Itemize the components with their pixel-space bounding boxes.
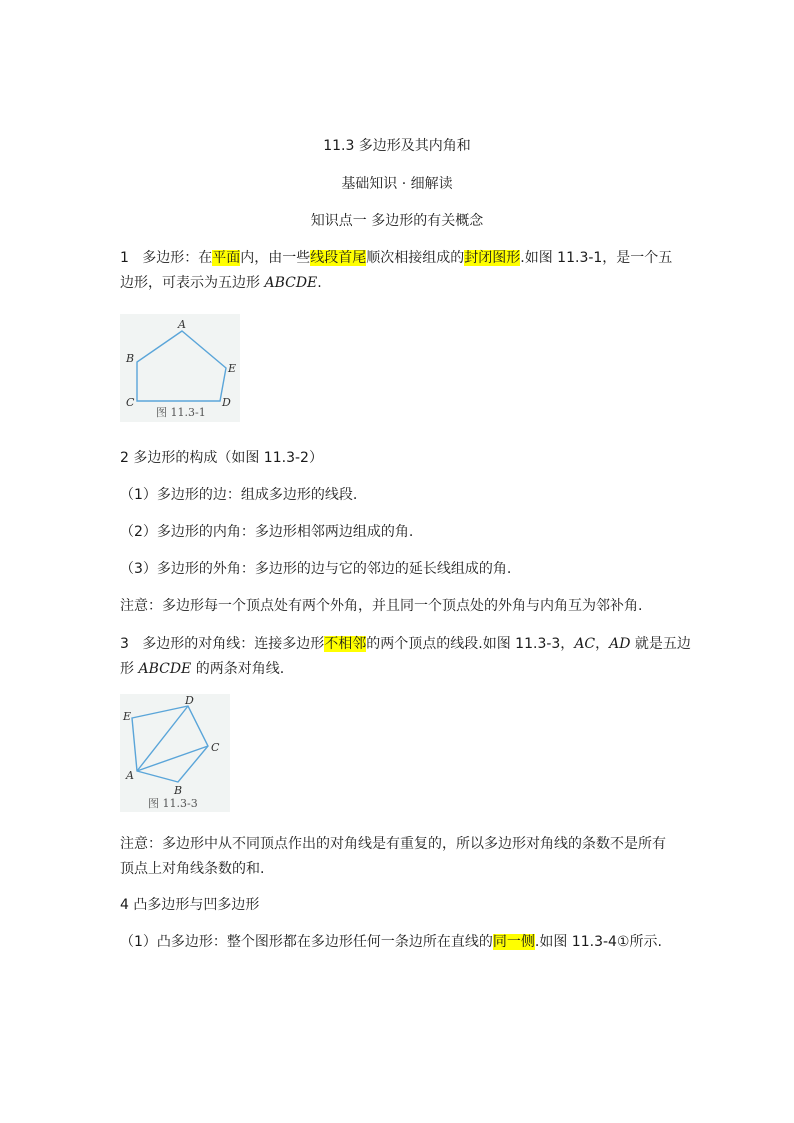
text: 多边形：在 [142, 250, 213, 266]
pentagon-shape [132, 706, 208, 782]
figure-11-3-1 [120, 314, 240, 422]
vertex-label-b: B [174, 784, 183, 797]
figure-caption: 图 11.3-3 [148, 797, 198, 810]
vertex-label-e: E [228, 362, 237, 375]
note-diagonals-line-2: 顶点上对角线条数的和. [120, 861, 265, 877]
section-heading: 知识点一 多边形的有关概念 [310, 213, 484, 229]
paragraph-3-line-1 [120, 634, 691, 654]
text: 的两个顶点的线段.如图 11.3-3， [366, 636, 575, 652]
vertex-label-a: A [178, 318, 186, 331]
list-item-interior-angle: （2）多边形的内角：多边形相邻两边组成的角. [120, 524, 414, 540]
text: .如图 11.3-1，是一个五 [520, 250, 673, 266]
figure-caption: 图 11.3-1 [156, 406, 206, 419]
highlight-plane: 平面 [212, 250, 241, 266]
text: . [317, 275, 322, 291]
text: （1）凸多边形：整个图形都在多边形任何一条边所在直线的 [120, 934, 493, 950]
page-title: 11.3 多边形及其内角和 [323, 138, 471, 154]
highlight-segments: 线段首尾 [310, 250, 367, 266]
highlight-closed-figure: 封闭图形 [464, 250, 521, 266]
vertex-label-a: A [126, 769, 134, 782]
list-item-convex [120, 932, 662, 952]
vertex-label-e: E [123, 710, 132, 723]
diagonal-ad: AD [609, 636, 631, 652]
paragraph-number: 3 [120, 636, 129, 652]
paragraph-1-line-2 [120, 273, 322, 293]
paragraph-2-heading: 2 多边形的构成（如图 11.3-2） [120, 450, 323, 466]
text: 边形，可表示为五边形 [120, 275, 265, 291]
text: 的两条对角线. [191, 661, 285, 677]
pentagon-name: ABCDE [138, 661, 192, 677]
note-diagonals-line-1: 注意：多边形中从不同顶点作出的对角线是有重复的，所以多边形对角线的条数不是所有 [120, 836, 666, 852]
highlight-same-side: 同一侧 [492, 934, 535, 950]
paragraph-1-line-1 [120, 248, 672, 268]
paragraph-3-line-2 [120, 659, 284, 679]
paragraph-number: 1 [120, 250, 129, 266]
pentagon-name: ABCDE [264, 275, 318, 291]
text: .如图 11.3-4①所示. [534, 934, 662, 950]
diagonal-ac: AC [574, 636, 596, 652]
vertex-label-d: D [222, 396, 231, 409]
paragraph-4-heading: 4 凸多边形与凹多边形 [120, 897, 260, 913]
highlight-non-adjacent: 不相邻 [324, 636, 367, 652]
vertex-label-c: C [126, 396, 135, 409]
text: 内，由一些 [240, 250, 311, 266]
pentagon-diagonals-figure [120, 694, 230, 812]
pentagon-figure [120, 314, 240, 422]
text: ， [595, 636, 610, 652]
text: 多边形的对角线：连接多边形 [142, 636, 325, 652]
pentagon-shape [137, 331, 226, 401]
list-item-sides: （1）多边形的边：组成多边形的线段. [120, 487, 358, 503]
note-exterior-angles: 注意：多边形每一个顶点处有两个外角，并且同一个顶点处的外角与内角互为邻补角. [120, 598, 643, 614]
list-item-exterior-angle: （3）多边形的外角：多边形的边与它的邻边的延长线组成的角. [120, 561, 512, 577]
vertex-label-c: C [211, 741, 220, 754]
text: 顺次相接组成的 [366, 250, 465, 266]
vertex-label-b: B [126, 352, 135, 365]
figure-11-3-3 [120, 694, 230, 812]
text: 形 [120, 661, 139, 677]
vertex-label-d: D [185, 694, 194, 707]
text: 就是五边 [630, 636, 691, 652]
page-subtitle: 基础知识 · 细解读 [341, 176, 453, 192]
